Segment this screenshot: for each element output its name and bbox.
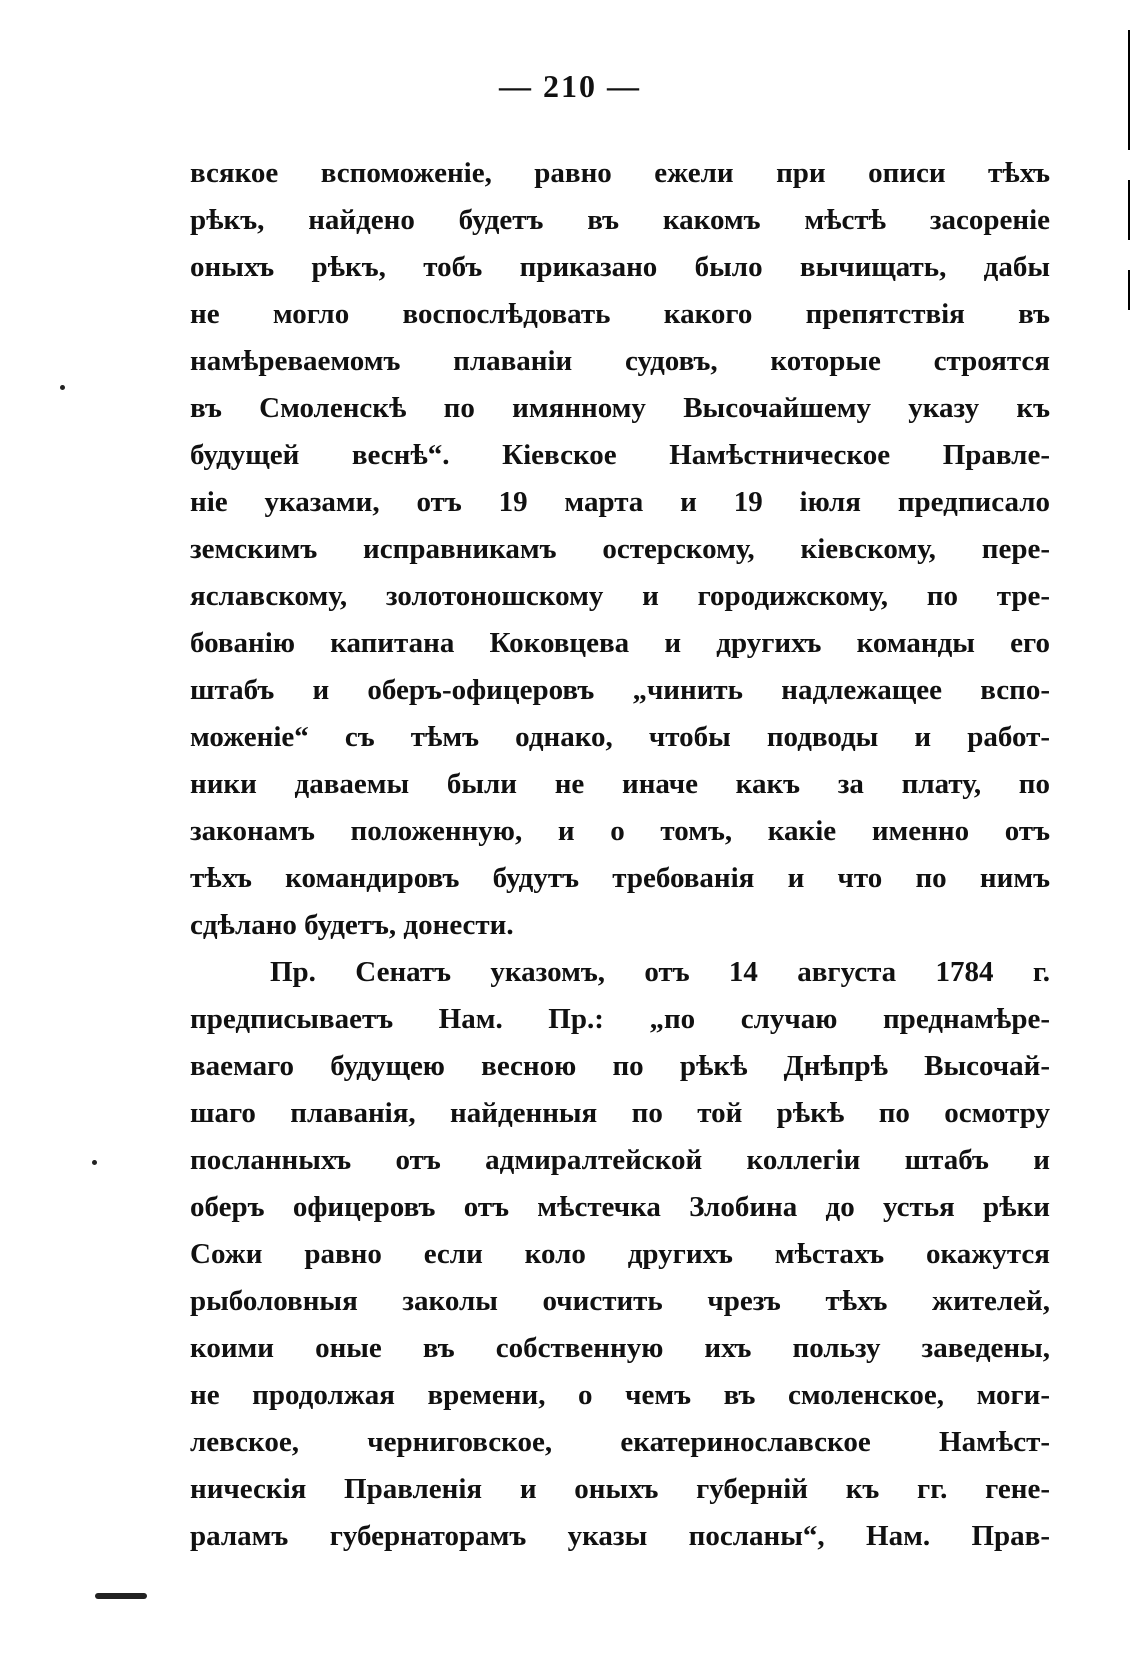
text-line: ніе указами, отъ 19 марта и 19 іюля предписало	[190, 486, 1050, 518]
text-line: въ Смоленскѣ по имянному Высочайшему указу къ	[190, 392, 1050, 424]
text-line: всякое вспоможеніе, равно ежели при описи тѣхъ	[190, 157, 1050, 189]
text-line: будущей веснѣ“. Кіевское Намѣстническое Правле-	[190, 439, 1050, 471]
text-line: ваемаго будущею весною по рѣкѣ Днѣпрѣ Высочай-	[190, 1050, 1050, 1082]
text-line: земскимъ исправникамъ остерскому, кіевскому, пере-	[190, 533, 1050, 565]
page-number: — 210 —	[499, 68, 641, 104]
scan-edge-line	[1128, 180, 1130, 240]
text-line: не продолжая времени, о чемъ въ смоленское, моги-	[190, 1379, 1050, 1411]
text-line: законамъ положенную, и о томъ, какіе именно отъ	[190, 815, 1050, 847]
text-line: предписываетъ Нам. Пр.: „по случаю преднамѣре-	[190, 1003, 1050, 1035]
margin-mark	[95, 1593, 147, 1599]
margin-speck	[92, 1160, 97, 1165]
text-line: коими оные въ собственную ихъ пользу заведены,	[190, 1332, 1050, 1364]
text-line: оберъ офицеровъ отъ мѣстечка Злобина до устья рѣки	[190, 1191, 1050, 1223]
text-line: бованію капитана Коковцева и другихъ команды его	[190, 627, 1050, 659]
text-line: не могло воспослѣдовать какого препятствія въ	[190, 298, 1050, 330]
text-line: ническія Правленія и оныхъ губерній къ гг. гене-	[190, 1473, 1050, 1505]
text-line: яславскому, золотоношскому и городижскому, по тре-	[190, 580, 1050, 612]
text-line: оныхъ рѣкъ, тобъ приказано было вычищать, дабы	[190, 251, 1050, 283]
text-line: рыболовныя заколы очистить чрезъ тѣхъ жителей,	[190, 1285, 1050, 1317]
text-line: сдѣлано будетъ, донести.	[190, 909, 514, 941]
text-line: штабъ и оберъ-офицеровъ „чинить надлежащее вспо-	[190, 674, 1050, 706]
text-line: посланныхъ отъ адмиралтейской коллегіи штабъ и	[190, 1144, 1050, 1176]
margin-speck	[60, 385, 65, 390]
scan-edge-line	[1128, 270, 1130, 310]
text-line: ники даваемы были не иначе какъ за плату, по	[190, 768, 1050, 800]
text-line: раламъ губернаторамъ указы посланы“, Нам. Прав-	[190, 1520, 1050, 1552]
body-text	[190, 150, 1050, 1560]
text-line: шаго плаванія, найденныя по той рѣкѣ по осмотру	[190, 1097, 1050, 1129]
paragraph-1	[190, 150, 1050, 949]
text-line: Сожи равно если коло другихъ мѣстахъ окажутся	[190, 1238, 1050, 1270]
text-line: левское, черниговское, екатеринославское Намѣст-	[190, 1426, 1050, 1458]
text-line: Пр. Сенатъ указомъ, отъ 14 августа 1784 г.	[270, 956, 1050, 988]
text-line: моженіе“ съ тѣмъ однако, чтобы подводы и работ-	[190, 721, 1050, 753]
text-line: рѣкъ, найдено будетъ въ какомъ мѣстѣ засореніе	[190, 204, 1050, 236]
text-line: намѣреваемомъ плаваніи судовъ, которые строятся	[190, 345, 1050, 377]
text-line: тѣхъ командировъ будутъ требованія и что по нимъ	[190, 862, 1050, 894]
paragraph-2	[190, 949, 1050, 1560]
